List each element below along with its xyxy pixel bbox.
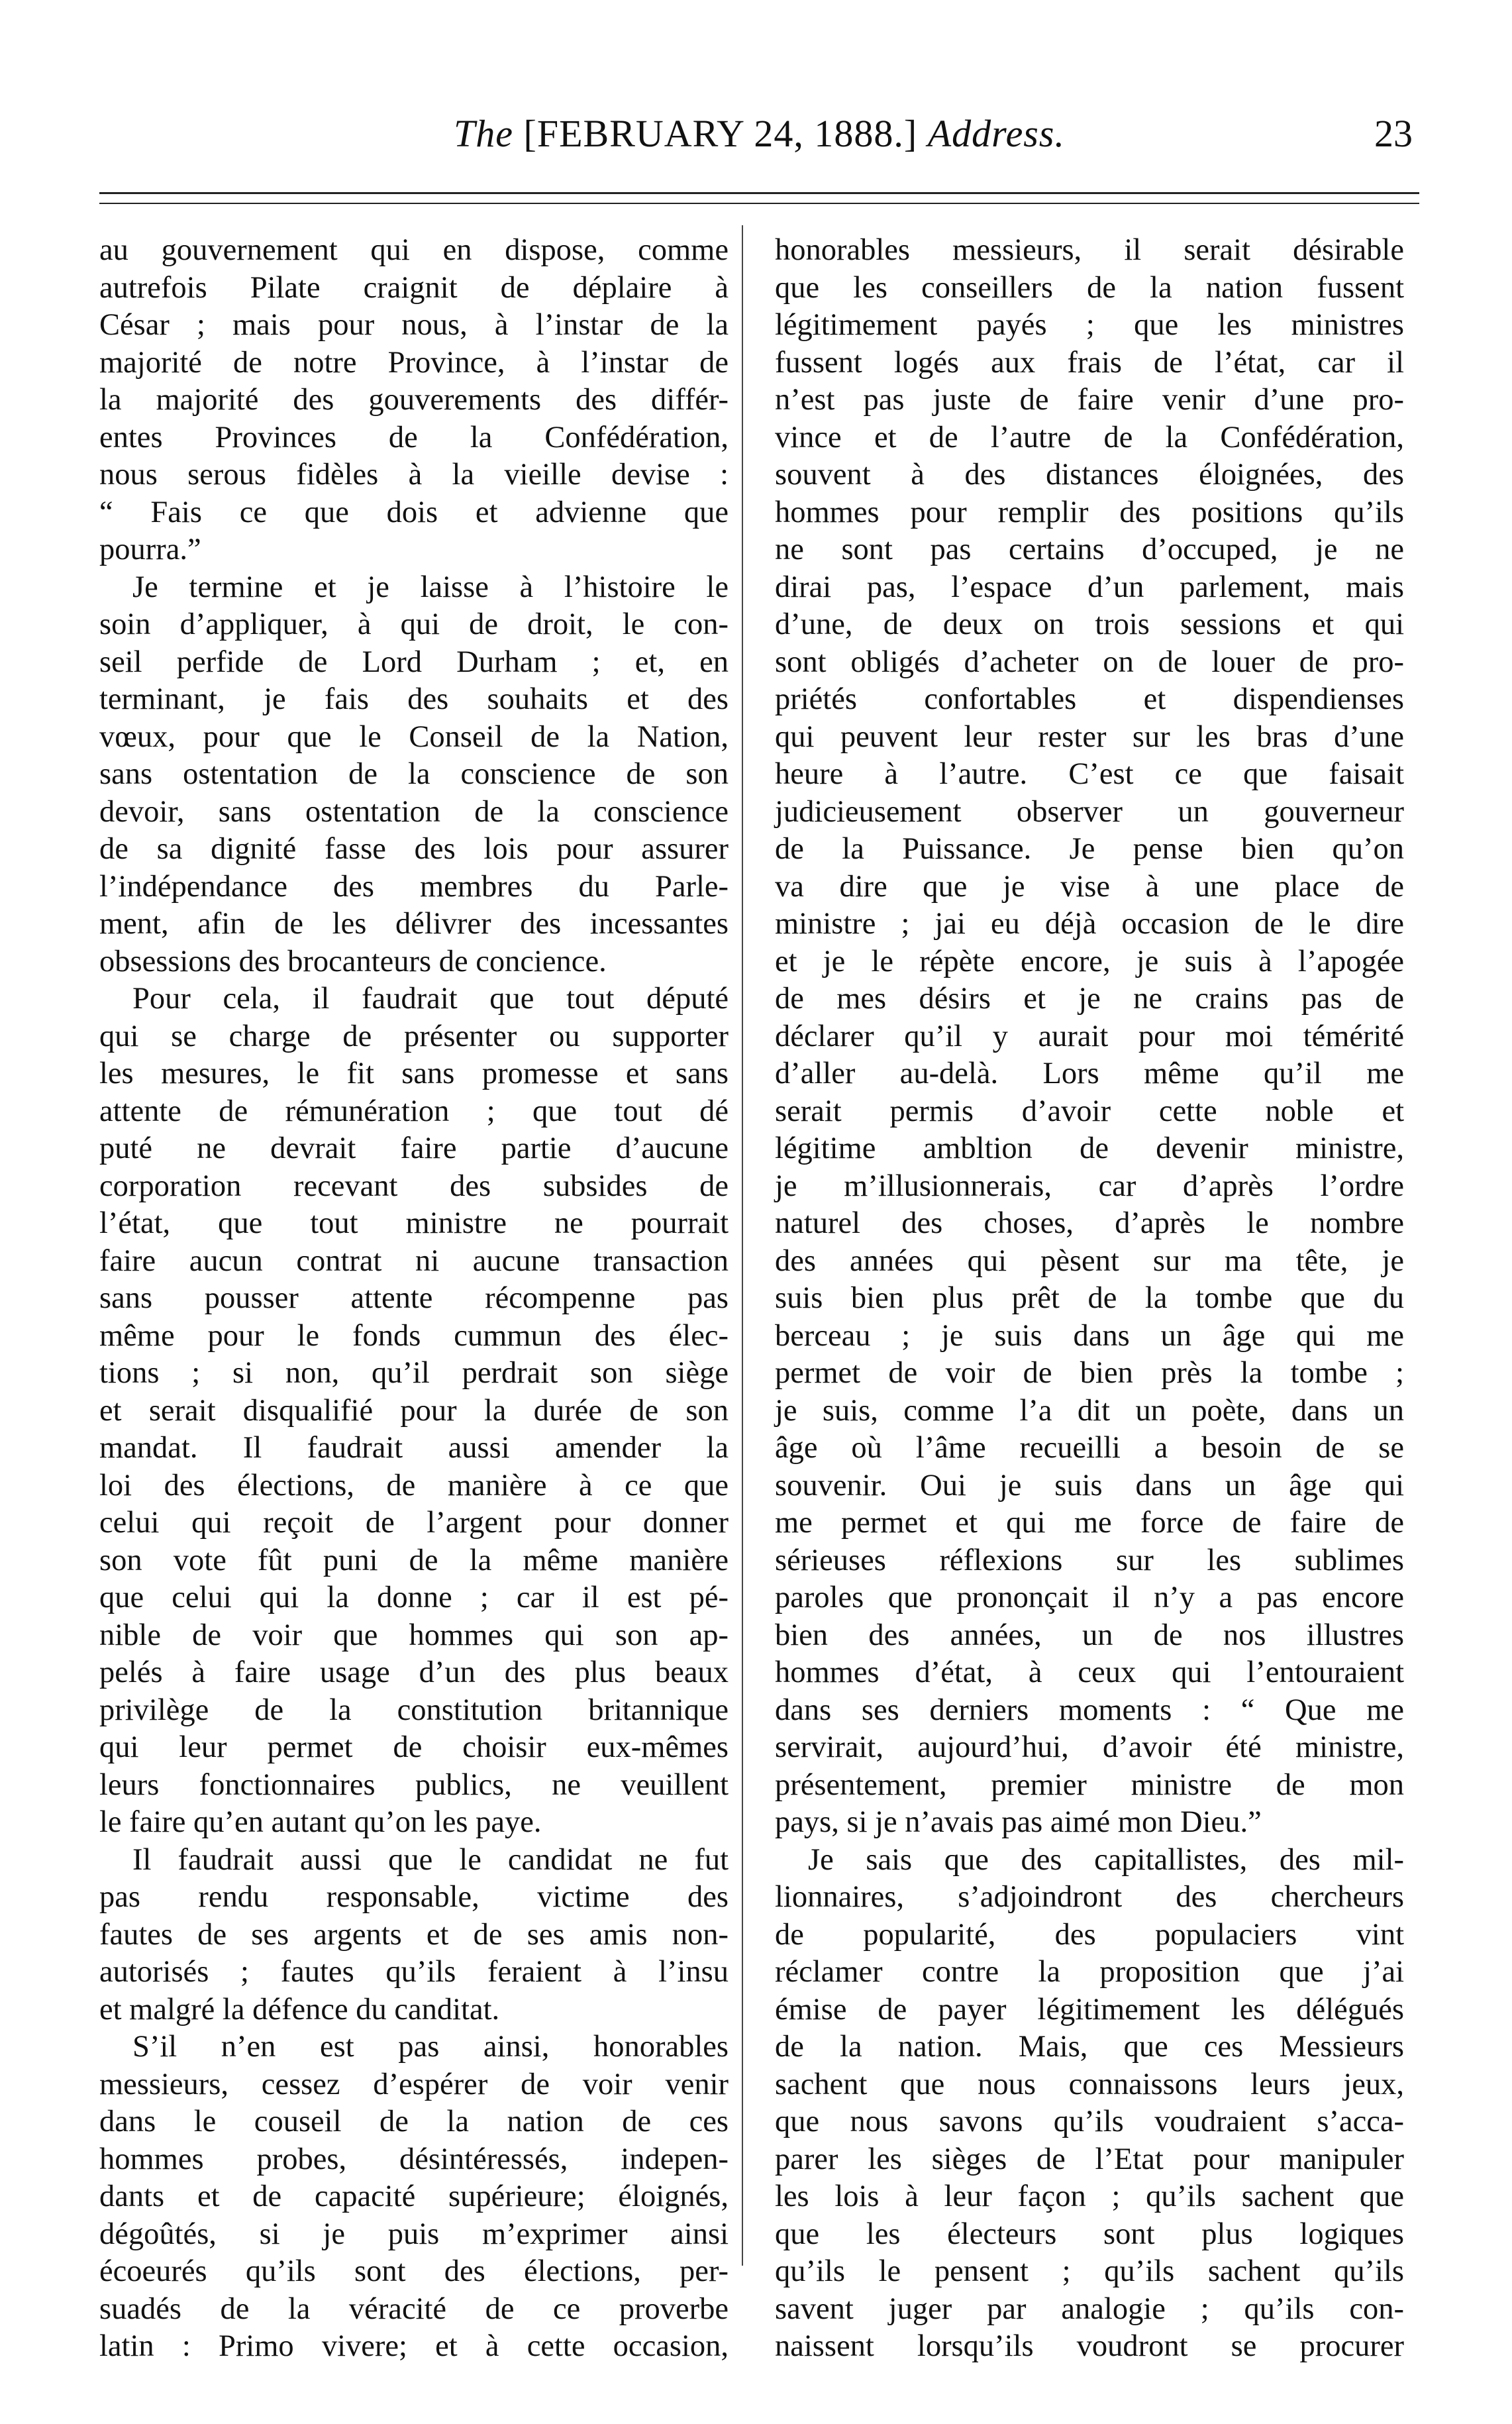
right-column-line: déclarer qu’il y aurait pour moi témérité bbox=[775, 1019, 1404, 1053]
right-column-line: de la Puissance. Je pense bien qu’on bbox=[775, 832, 1404, 866]
left-column-line: le faire qu’en autant qu’on les paye. bbox=[99, 1805, 542, 1839]
right-column-line: Je sais que des capitallistes, des mil- bbox=[808, 1842, 1404, 1877]
left-column-line: messieurs, cessez d’espérer de voir venir bbox=[99, 2067, 729, 2101]
left-column-line: seil perfide de Lord Durham ; et, en bbox=[99, 645, 729, 679]
left-column-line: autorisés ; fautes qu’ils feraient à l’insu bbox=[99, 1955, 729, 1989]
left-column-line: pas rendu responsable, victime des bbox=[99, 1880, 729, 1914]
right-column-line: d’aller au-delà. Lors même qu’il me bbox=[775, 1057, 1404, 1090]
left-column-line: majorité de notre Province, à l’instar de bbox=[99, 345, 729, 380]
right-column-line: de popularité, des populaciers vint bbox=[775, 1917, 1404, 1952]
right-column-line: réclamer contre la proposition que j’ai bbox=[775, 1955, 1404, 1989]
right-column-line: berceau ; je suis dans un âge qui me bbox=[775, 1318, 1404, 1353]
left-column-line: S’il n’en est pas ainsi, honorables bbox=[132, 2030, 729, 2064]
left-column-line: Pour cela, il faudrait que tout député bbox=[132, 982, 729, 1016]
left-column-line: qui leur permet de choisir eux-mêmes bbox=[99, 1730, 729, 1764]
left-column-line: dans le couseil de la nation de ces bbox=[99, 2105, 729, 2138]
left-column-line: au gouvernement qui en dispose, comme bbox=[99, 233, 729, 267]
left-column-line: “ Fais ce que dois et advienne que bbox=[99, 495, 729, 529]
column-divider bbox=[742, 225, 743, 2266]
left-column-line: dants et de capacité supérieure; éloignés, bbox=[99, 2180, 729, 2213]
left-column-line: même pour le fonds cummun des élec- bbox=[99, 1318, 729, 1353]
left-column-line: soin d’appliquer, à qui de droit, le con- bbox=[99, 607, 729, 641]
right-column-line: sont obligés d’acheter on de louer de pro- bbox=[775, 645, 1404, 679]
right-column-line: bien des années, un de nos illustres bbox=[775, 1618, 1404, 1652]
right-column-line: ministre ; jai eu déjà occasion de le dire bbox=[775, 907, 1404, 941]
right-column-line: légitime ambltion de devenir ministre, bbox=[775, 1132, 1404, 1165]
right-column-line: va dire que je vise à une place de bbox=[775, 869, 1404, 904]
left-column-line: son vote fût puni de la même manière bbox=[99, 1543, 729, 1577]
right-column-line: je suis, comme l’a dit un poète, dans un bbox=[775, 1393, 1404, 1428]
right-column-line: de la nation. Mais, que ces Messieurs bbox=[775, 2030, 1404, 2064]
left-column-line: tions ; si non, qu’il perdrait son siège bbox=[99, 1356, 729, 1390]
left-column-line: corporation recevant des subsides de bbox=[99, 1169, 729, 1203]
right-column-line: parer les sièges de l’Etat pour manipuler bbox=[775, 2142, 1404, 2176]
right-column-line: paroles que prononçait il n’y a pas encore bbox=[775, 1581, 1404, 1614]
left-column-line: ment, afin de les délivrer des incessantes bbox=[99, 907, 729, 941]
right-column-line: d’une, de deux on trois sessions et qui bbox=[775, 607, 1404, 641]
right-column-line: qui peuvent leur rester sur les bras d’une bbox=[775, 719, 1404, 754]
right-column-line: souvenir. Oui je suis dans un âge qui bbox=[775, 1468, 1404, 1502]
right-column-line: permet de voir de bien près la tombe ; bbox=[775, 1356, 1404, 1390]
right-column-line: fussent logés aux frais de l’état, car il bbox=[775, 345, 1404, 380]
left-column-line: obsessions des brocanteurs de concience. bbox=[99, 944, 607, 978]
left-column-line: puté ne devrait faire partie d’aucune bbox=[99, 1132, 729, 1165]
left-column-line: celui qui reçoit de l’argent pour donner bbox=[99, 1506, 729, 1540]
right-column-line: des années qui pèsent sur ma tête, je bbox=[775, 1243, 1404, 1278]
right-column-line: hommes d’état, à ceux qui l’entouraient bbox=[775, 1656, 1404, 1689]
right-column-line: naturel des choses, d’après le nombre bbox=[775, 1206, 1404, 1240]
left-column-line: sans pousser attente récompenne pas bbox=[99, 1281, 729, 1315]
left-column-line: privilège de la constitution britannique bbox=[99, 1693, 729, 1727]
right-column-line: priétés confortables et dispendienses bbox=[775, 682, 1404, 716]
left-column-line: devoir, sans ostentation de la conscience bbox=[99, 794, 729, 829]
left-column-line: les mesures, le fit sans promesse et sans bbox=[99, 1057, 729, 1090]
header-rule-thin bbox=[99, 203, 1419, 204]
left-column-line: mandat. Il faudrait aussi amender la bbox=[99, 1431, 729, 1465]
left-column-line: loi des élections, de manière à ce que bbox=[99, 1468, 729, 1502]
running-title-date: [FEBRUARY 24, 1888.] bbox=[523, 112, 918, 155]
left-column-line: suadés de la véracité de ce proverbe bbox=[99, 2292, 729, 2326]
right-column-line: judicieusement observer un gouverneur bbox=[775, 794, 1404, 829]
right-column-line: lionnaires, s’adjoindront des chercheurs bbox=[775, 1880, 1404, 1914]
running-header bbox=[99, 111, 1419, 171]
right-column-line: naissent lorsqu’ils voudront se procurer bbox=[775, 2329, 1404, 2363]
right-column-line: serait permis d’avoir cette noble et bbox=[775, 1094, 1404, 1128]
right-column-line: sérieuses réflexions sur les sublimes bbox=[775, 1543, 1404, 1577]
right-column-line: ne sont pas certains d’occuped, je ne bbox=[775, 533, 1404, 566]
left-column-line: hommes probes, désintéressés, indepen- bbox=[99, 2142, 729, 2176]
left-column-line: Il faudrait aussi que le candidat ne fut bbox=[132, 1842, 729, 1877]
right-column-line: suis bien plus prêt de la tombe que du bbox=[775, 1281, 1404, 1315]
right-column bbox=[775, 232, 1404, 2366]
right-column-line: et je le répète encore, je suis à l’apogée bbox=[775, 944, 1404, 978]
right-column-line: émise de payer légitimement les délégués bbox=[775, 1992, 1404, 2027]
left-column-line: l’état, que tout ministre ne pourrait bbox=[99, 1206, 729, 1240]
right-column-line: présentement, premier ministre de mon bbox=[775, 1767, 1404, 1802]
left-column-line: qui se charge de présenter ou supporter bbox=[99, 1019, 729, 1053]
left-column-line: et malgré la défence du canditat. bbox=[99, 1992, 500, 2027]
right-column-line: que nous savons qu’ils voudraient s’acca- bbox=[775, 2105, 1404, 2138]
right-column-line: âge où l’âme recueilli a besoin de se bbox=[775, 1431, 1404, 1465]
right-column-line: servirait, aujourd’hui, d’avoir été ministre, bbox=[775, 1730, 1404, 1764]
left-column-line: terminant, je fais des souhaits et des bbox=[99, 682, 729, 716]
running-title-post: Address. bbox=[927, 112, 1065, 155]
left-column-line: pourra.” bbox=[99, 533, 201, 566]
left-column-line: et serait disqualifié pour la durée de son bbox=[99, 1393, 729, 1428]
left-column-line: écoeurés qu’ils sont des élections, per- bbox=[99, 2254, 729, 2288]
right-column-line: vince et de l’autre de la Confédération, bbox=[775, 420, 1404, 454]
right-column-line: que les conseillers de la nation fussent bbox=[775, 270, 1404, 305]
right-column-line: n’est pas juste de faire venir d’une pro- bbox=[775, 383, 1404, 417]
right-column-line: dirai pas, l’espace d’un parlement, mais bbox=[775, 570, 1404, 604]
right-column-line: savent juger par analogie ; qu’ils con- bbox=[775, 2292, 1404, 2326]
left-column-line: que celui qui la donne ; car il est pé- bbox=[99, 1581, 729, 1614]
left-column bbox=[99, 232, 729, 2366]
right-column-line: dans ses derniers moments : “ Que me bbox=[775, 1693, 1404, 1727]
right-column-line: légitimement payés ; que les ministres bbox=[775, 308, 1404, 342]
left-column-line: pelés à faire usage d’un des plus beaux bbox=[99, 1656, 729, 1689]
left-column-line: vœux, pour que le Conseil de la Nation, bbox=[99, 719, 729, 754]
right-column-line: pays, si je n’avais pas aimé mon Dieu.” bbox=[775, 1805, 1262, 1839]
right-column-line: hommes pour remplir des positions qu’ils bbox=[775, 495, 1404, 529]
right-column-line: heure à l’autre. C’est ce que faisait bbox=[775, 757, 1404, 791]
left-column-line: nous serous fidèles à la vieille devise : bbox=[99, 458, 729, 492]
left-column-line: latin : Primo vivere; et à cette occasion, bbox=[99, 2329, 729, 2363]
left-column-line: la majorité des gouverements des différ- bbox=[99, 383, 729, 417]
left-column-line: autrefois Pilate craignit de déplaire à bbox=[99, 270, 729, 305]
left-column-line: l’indépendance des membres du Parle- bbox=[99, 869, 729, 904]
left-column-line: fautes de ses argents et de ses amis non- bbox=[99, 1917, 729, 1952]
left-column-line: attente de rémunération ; que tout dé bbox=[99, 1094, 729, 1128]
right-column-line: me permet et qui me force de faire de bbox=[775, 1506, 1404, 1540]
left-column-line: dégoûtés, si je puis m’exprimer ainsi bbox=[99, 2217, 729, 2251]
left-column-line: de sa dignité fasse des lois pour assurer bbox=[99, 832, 729, 866]
right-column-line: qu’ils le pensent ; qu’ils sachent qu’ils bbox=[775, 2254, 1404, 2288]
page-number: 23 bbox=[1374, 112, 1413, 155]
right-column-line: que les électeurs sont plus logiques bbox=[775, 2217, 1404, 2251]
right-column-line: souvent à des distances éloignées, des bbox=[775, 458, 1404, 492]
right-column-line: je m’illusionnerais, car d’après l’ordre bbox=[775, 1169, 1404, 1203]
header-rule-thick bbox=[99, 192, 1419, 194]
left-column-line: sans ostentation de la conscience de son bbox=[99, 757, 729, 791]
right-column-line: honorables messieurs, il serait désirable bbox=[775, 233, 1404, 267]
right-column-line: les lois à leur façon ; qu’ils sachent que bbox=[775, 2180, 1404, 2213]
left-column-line: leurs fonctionnaires publics, ne veuillent bbox=[99, 1767, 729, 1802]
left-column-line: nible de voir que hommes qui son ap- bbox=[99, 1618, 729, 1652]
running-title bbox=[99, 111, 1419, 156]
running-title-pre: The bbox=[454, 112, 514, 155]
right-column-line: sachent que nous connaissons leurs jeux, bbox=[775, 2067, 1404, 2101]
left-column-line: César ; mais pour nous, à l’instar de la bbox=[99, 308, 729, 342]
left-column-line: entes Provinces de la Confédération, bbox=[99, 420, 729, 454]
right-column-line: de mes désirs et je ne crains pas de bbox=[775, 982, 1404, 1016]
left-column-line: Je termine et je laisse à l’histoire le bbox=[132, 570, 729, 604]
left-column-line: faire aucun contrat ni aucune transaction bbox=[99, 1243, 729, 1278]
